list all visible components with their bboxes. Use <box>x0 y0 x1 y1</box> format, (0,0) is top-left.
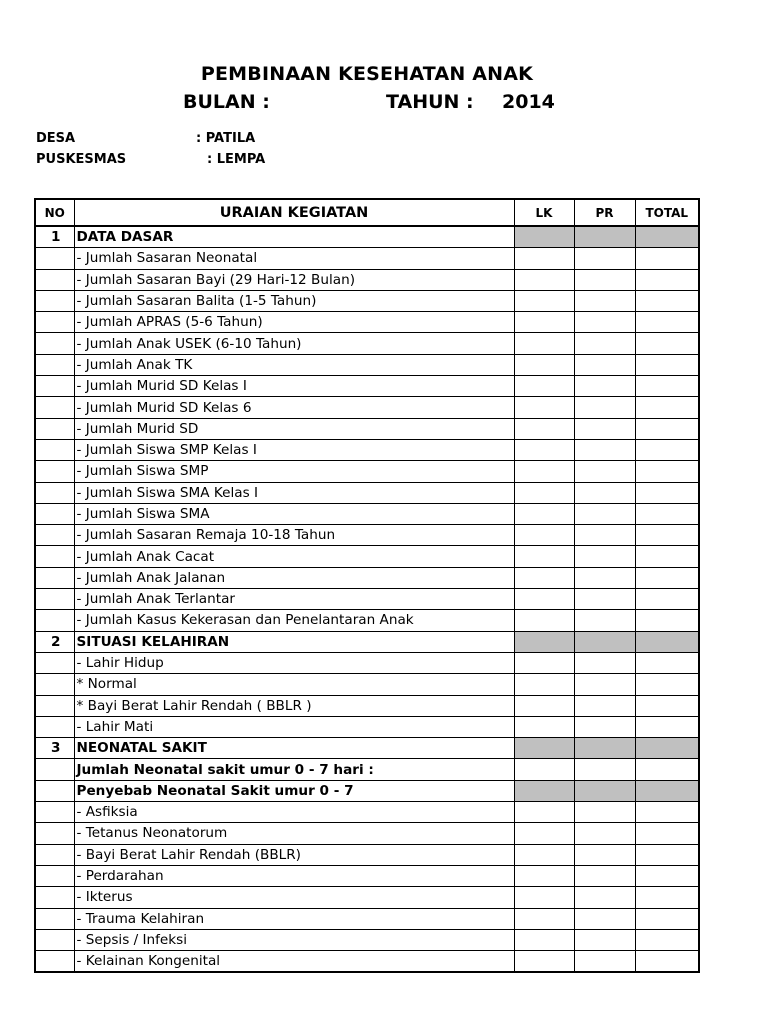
table-row <box>35 844 699 865</box>
lk-cell[interactable] <box>514 716 574 737</box>
table-row <box>35 503 699 524</box>
total-cell[interactable] <box>635 695 699 716</box>
row-number <box>35 823 74 844</box>
pr-cell[interactable] <box>574 503 635 524</box>
activity-label: - Jumlah Murid SD <box>74 418 514 439</box>
lk-cell[interactable] <box>514 759 574 780</box>
pr-cell[interactable] <box>574 844 635 865</box>
activity-label: - Jumlah Siswa SMA Kelas I <box>74 482 514 503</box>
table-body <box>35 226 699 972</box>
total-cell[interactable] <box>635 652 699 673</box>
total-cell[interactable] <box>635 482 699 503</box>
total-cell[interactable] <box>635 226 699 248</box>
total-cell[interactable] <box>635 951 699 973</box>
lk-cell[interactable] <box>514 929 574 950</box>
pr-cell[interactable] <box>574 312 635 333</box>
table-row <box>35 759 699 780</box>
activity-label: - Bayi Berat Lahir Rendah (BBLR) <box>74 844 514 865</box>
row-number <box>35 695 74 716</box>
row-number <box>35 376 74 397</box>
pr-cell[interactable] <box>574 695 635 716</box>
column-header-no: NO <box>35 199 74 226</box>
table-row <box>35 865 699 886</box>
total-cell[interactable] <box>635 376 699 397</box>
column-header-uraian: URAIAN KEGIATAN <box>74 199 514 226</box>
table-row <box>35 376 699 397</box>
activity-label: - Jumlah Siswa SMA <box>74 503 514 524</box>
activity-label: - Trauma Kelahiran <box>74 908 514 929</box>
total-cell[interactable] <box>635 546 699 567</box>
lk-cell[interactable] <box>514 589 574 610</box>
pr-cell[interactable] <box>574 546 635 567</box>
total-cell[interactable] <box>635 589 699 610</box>
desa-label: DESA <box>36 131 76 146</box>
table-row <box>35 312 699 333</box>
activity-label: - Lahir Mati <box>74 716 514 737</box>
total-cell[interactable] <box>635 823 699 844</box>
table-row <box>35 951 699 973</box>
row-number <box>35 248 74 269</box>
row-number: 1 <box>35 226 74 248</box>
lk-cell[interactable] <box>514 418 574 439</box>
table-row <box>35 908 699 929</box>
pr-cell[interactable] <box>574 652 635 673</box>
row-number <box>35 418 74 439</box>
table-row <box>35 631 699 652</box>
lk-cell[interactable] <box>514 248 574 269</box>
row-number <box>35 802 74 823</box>
lk-cell[interactable] <box>514 631 574 652</box>
lk-cell[interactable] <box>514 780 574 801</box>
pr-cell[interactable] <box>574 589 635 610</box>
table-row <box>35 248 699 269</box>
row-number <box>35 567 74 588</box>
table-row <box>35 652 699 673</box>
row-number <box>35 951 74 973</box>
pr-cell[interactable] <box>574 354 635 375</box>
lk-cell[interactable] <box>514 865 574 886</box>
total-cell[interactable] <box>635 418 699 439</box>
row-number <box>35 269 74 290</box>
total-cell[interactable] <box>635 354 699 375</box>
lk-cell[interactable] <box>514 376 574 397</box>
row-number <box>35 482 74 503</box>
total-cell[interactable] <box>635 269 699 290</box>
pr-cell[interactable] <box>574 674 635 695</box>
lk-cell[interactable] <box>514 290 574 311</box>
activity-label: - Jumlah Anak Cacat <box>74 546 514 567</box>
lk-cell[interactable] <box>514 908 574 929</box>
table-row <box>35 589 699 610</box>
lk-cell[interactable] <box>514 951 574 973</box>
pr-cell[interactable] <box>574 610 635 631</box>
pr-cell[interactable] <box>574 716 635 737</box>
total-cell[interactable] <box>635 439 699 460</box>
pr-cell[interactable] <box>574 823 635 844</box>
tahun-label: TAHUN : <box>386 91 474 113</box>
activity-label: * Normal <box>74 674 514 695</box>
lk-cell[interactable] <box>514 354 574 375</box>
table-row <box>35 716 699 737</box>
row-number <box>35 312 74 333</box>
bulan-label: BULAN : <box>183 91 270 113</box>
total-cell[interactable] <box>635 333 699 354</box>
column-header-pr: PR <box>574 199 635 226</box>
row-number <box>35 759 74 780</box>
pr-cell[interactable] <box>574 567 635 588</box>
table-row <box>35 525 699 546</box>
lk-cell[interactable] <box>514 802 574 823</box>
lk-cell[interactable] <box>514 503 574 524</box>
table-row <box>35 674 699 695</box>
pr-cell[interactable] <box>574 226 635 248</box>
activity-label: - Jumlah APRAS (5-6 Tahun) <box>74 312 514 333</box>
activity-label: - Jumlah Anak Terlantar <box>74 589 514 610</box>
row-number <box>35 546 74 567</box>
table-row <box>35 226 699 248</box>
pr-cell[interactable] <box>574 376 635 397</box>
lk-cell[interactable] <box>514 482 574 503</box>
table-header-row <box>35 199 699 226</box>
table-row <box>35 695 699 716</box>
table-row <box>35 567 699 588</box>
total-cell[interactable] <box>635 503 699 524</box>
lk-cell[interactable] <box>514 312 574 333</box>
total-cell[interactable] <box>635 567 699 588</box>
lk-cell[interactable] <box>514 333 574 354</box>
pr-cell[interactable] <box>574 418 635 439</box>
total-cell[interactable] <box>635 738 699 759</box>
lk-cell[interactable] <box>514 461 574 482</box>
total-cell[interactable] <box>635 312 699 333</box>
table-row <box>35 354 699 375</box>
row-number <box>35 652 74 673</box>
table-row <box>35 290 699 311</box>
activity-label: - Jumlah Kasus Kekerasan dan Penelantaran Anak <box>74 610 514 631</box>
column-header-total: TOTAL <box>635 199 699 226</box>
pr-cell[interactable] <box>574 759 635 780</box>
activity-label: - Kelainan Kongenital <box>74 951 514 973</box>
table-row <box>35 610 699 631</box>
activity-label: NEONATAL SAKIT <box>74 738 514 759</box>
pr-cell[interactable] <box>574 397 635 418</box>
total-cell[interactable] <box>635 802 699 823</box>
activity-label: - Jumlah Murid SD Kelas 6 <box>74 397 514 418</box>
table-row <box>35 546 699 567</box>
row-number <box>35 461 74 482</box>
desa-value: : PATILA <box>196 131 256 146</box>
activity-label: - Jumlah Anak Jalanan <box>74 567 514 588</box>
pr-cell[interactable] <box>574 482 635 503</box>
activity-label: * Bayi Berat Lahir Rendah ( BBLR ) <box>74 695 514 716</box>
activity-label: Jumlah Neonatal sakit umur 0 - 7 hari : <box>74 759 514 780</box>
row-number <box>35 397 74 418</box>
pr-cell[interactable] <box>574 439 635 460</box>
activity-label: - Jumlah Murid SD Kelas I <box>74 376 514 397</box>
pr-cell[interactable] <box>574 908 635 929</box>
lk-cell[interactable] <box>514 546 574 567</box>
total-cell[interactable] <box>635 887 699 908</box>
pr-cell[interactable] <box>574 738 635 759</box>
total-cell[interactable] <box>635 929 699 950</box>
row-number <box>35 780 74 801</box>
pr-cell[interactable] <box>574 461 635 482</box>
pr-cell[interactable] <box>574 802 635 823</box>
row-number <box>35 525 74 546</box>
row-number <box>35 610 74 631</box>
table-row <box>35 887 699 908</box>
table-row <box>35 333 699 354</box>
total-cell[interactable] <box>635 397 699 418</box>
activity-label: - Jumlah Siswa SMP <box>74 461 514 482</box>
lk-cell[interactable] <box>514 397 574 418</box>
activity-label: - Jumlah Sasaran Balita (1-5 Tahun) <box>74 290 514 311</box>
row-number <box>35 929 74 950</box>
row-number <box>35 589 74 610</box>
row-number <box>35 716 74 737</box>
table-row <box>35 461 699 482</box>
pr-cell[interactable] <box>574 929 635 950</box>
puskesmas-label: PUSKESMAS <box>36 152 127 167</box>
lk-cell[interactable] <box>514 674 574 695</box>
lk-cell[interactable] <box>514 525 574 546</box>
table-row <box>35 802 699 823</box>
row-number <box>35 908 74 929</box>
total-cell[interactable] <box>635 759 699 780</box>
table-row <box>35 418 699 439</box>
total-cell[interactable] <box>635 844 699 865</box>
row-number <box>35 439 74 460</box>
activity-label: - Ikterus <box>74 887 514 908</box>
table-row <box>35 823 699 844</box>
activity-label: - Jumlah Anak USEK (6-10 Tahun) <box>74 333 514 354</box>
pr-cell[interactable] <box>574 887 635 908</box>
row-number <box>35 865 74 886</box>
page-title: PEMBINAAN KESEHATAN ANAK <box>200 63 534 85</box>
total-cell[interactable] <box>635 461 699 482</box>
pr-cell[interactable] <box>574 631 635 652</box>
table-row <box>35 482 699 503</box>
pr-cell[interactable] <box>574 333 635 354</box>
row-number <box>35 674 74 695</box>
total-cell[interactable] <box>635 674 699 695</box>
table-row <box>35 780 699 801</box>
activity-label: - Perdarahan <box>74 865 514 886</box>
lk-cell[interactable] <box>514 439 574 460</box>
activity-label: - Asfiksia <box>74 802 514 823</box>
lk-cell[interactable] <box>514 738 574 759</box>
table-row <box>35 439 699 460</box>
activity-label: - Tetanus Neonatorum <box>74 823 514 844</box>
activity-label: - Jumlah Sasaran Remaja 10-18 Tahun <box>74 525 514 546</box>
activity-label: - Jumlah Anak TK <box>74 354 514 375</box>
total-cell[interactable] <box>635 248 699 269</box>
row-number <box>35 354 74 375</box>
activity-label: - Lahir Hidup <box>74 652 514 673</box>
activity-label: - Jumlah Sasaran Neonatal <box>74 248 514 269</box>
activity-label: DATA DASAR <box>74 226 514 248</box>
row-number: 2 <box>35 631 74 652</box>
table-row <box>35 397 699 418</box>
activity-label: - Sepsis / Infeksi <box>74 929 514 950</box>
pr-cell[interactable] <box>574 865 635 886</box>
lk-cell[interactable] <box>514 269 574 290</box>
table-row <box>35 929 699 950</box>
pr-cell[interactable] <box>574 290 635 311</box>
activity-label: - Jumlah Siswa SMP Kelas I <box>74 439 514 460</box>
lk-cell[interactable] <box>514 695 574 716</box>
pr-cell[interactable] <box>574 951 635 973</box>
lk-cell[interactable] <box>514 226 574 248</box>
row-number <box>35 333 74 354</box>
row-number <box>35 503 74 524</box>
lk-cell[interactable] <box>514 652 574 673</box>
activity-table <box>34 198 700 973</box>
pr-cell[interactable] <box>574 525 635 546</box>
total-cell[interactable] <box>635 716 699 737</box>
column-header-lk: LK <box>514 199 574 226</box>
total-cell[interactable] <box>635 610 699 631</box>
lk-cell[interactable] <box>514 887 574 908</box>
pr-cell[interactable] <box>574 780 635 801</box>
lk-cell[interactable] <box>514 610 574 631</box>
tahun-value: 2014 <box>502 91 555 113</box>
activity-label: - Jumlah Sasaran Bayi (29 Hari-12 Bulan) <box>74 269 514 290</box>
row-number: 3 <box>35 738 74 759</box>
total-cell[interactable] <box>635 525 699 546</box>
row-number <box>35 887 74 908</box>
activity-label: SITUASI KELAHIRAN <box>74 631 514 652</box>
total-cell[interactable] <box>635 780 699 801</box>
pr-cell[interactable] <box>574 248 635 269</box>
table-row <box>35 738 699 759</box>
row-number <box>35 844 74 865</box>
activity-label: Penyebab Neonatal Sakit umur 0 - 7 <box>74 780 514 801</box>
puskesmas-value: : LEMPA <box>207 152 266 167</box>
pr-cell[interactable] <box>574 269 635 290</box>
total-cell[interactable] <box>635 908 699 929</box>
lk-cell[interactable] <box>514 844 574 865</box>
table-row <box>35 269 699 290</box>
total-cell[interactable] <box>635 290 699 311</box>
lk-cell[interactable] <box>514 567 574 588</box>
total-cell[interactable] <box>635 631 699 652</box>
total-cell[interactable] <box>635 865 699 886</box>
lk-cell[interactable] <box>514 823 574 844</box>
row-number <box>35 290 74 311</box>
